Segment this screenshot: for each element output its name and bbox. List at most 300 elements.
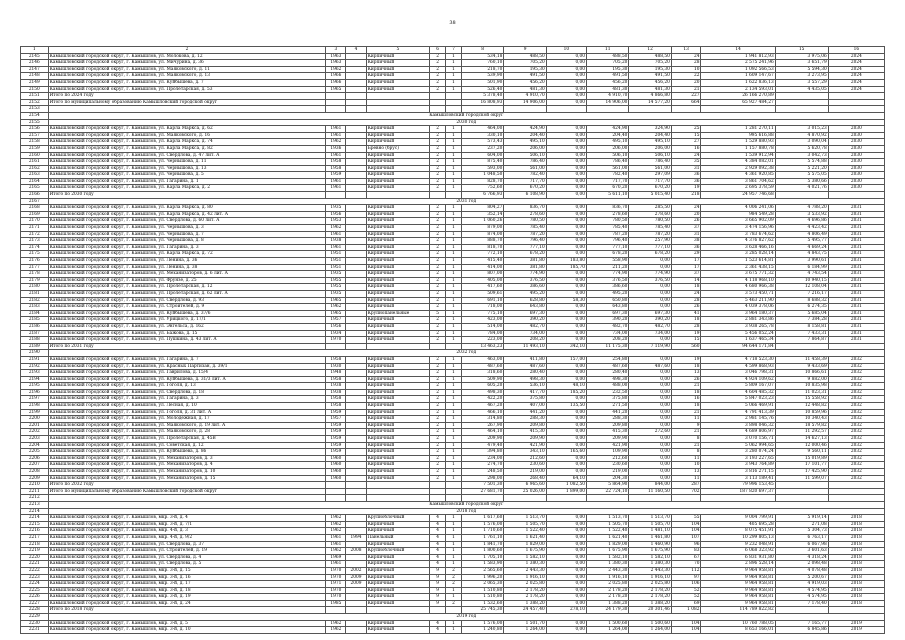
table-cell: 3 783 674,62: [701, 231, 775, 238]
table-row: [21, 323, 885, 330]
table-cell: 718,00: [461, 304, 503, 311]
table-cell: 1: [446, 290, 462, 297]
table-cell: 2031: [828, 310, 884, 317]
table-cell: [346, 86, 366, 93]
table-cell: 780,50: [587, 218, 629, 225]
table-cell: 1 513,70: [504, 515, 546, 522]
table-cell: 2032: [828, 370, 884, 377]
table-cell: 0,00: [546, 396, 586, 403]
table-cell: Кирпичный: [366, 126, 430, 133]
table-cell: 2: [430, 290, 446, 297]
table-cell: 1 461,80: [629, 534, 671, 541]
address-cell: Итого по муниципальному образованию Камышловский городской округ: [48, 488, 326, 495]
table-cell: 0,00: [546, 521, 586, 528]
table-row: [21, 389, 885, 396]
table-cell: 376,50: [587, 277, 629, 284]
table-cell: Кирпичный: [366, 521, 430, 528]
table-cell: 24: [671, 290, 701, 297]
row-number: 2147: [21, 66, 49, 73]
table-cell: 1 621,40: [587, 534, 629, 541]
table-cell: [326, 106, 346, 113]
table-cell: 2 178,20: [629, 594, 671, 601]
table-cell: 534,18: [461, 53, 503, 60]
table-cell: [326, 488, 346, 495]
table-cell: [326, 495, 346, 502]
section-label: 2018 год: [48, 508, 884, 515]
table-cell: 7 384,28: [775, 317, 828, 324]
table-cell: 6 067,98: [775, 541, 828, 548]
table-cell: 717,70: [587, 178, 629, 185]
table-cell: 278,10: [546, 607, 586, 614]
table-cell: Кирпичный: [366, 86, 430, 93]
table-cell: 1 761,10: [461, 534, 503, 541]
table-cell: 4 696,86: [775, 218, 828, 225]
table-cell: 14 906,00: [587, 99, 629, 106]
table-cell: 414,00: [461, 264, 503, 271]
table-cell: 206,00: [504, 145, 546, 152]
row-number: 2225: [21, 587, 49, 594]
table-cell: [346, 231, 366, 238]
table-cell: Кирпичный: [366, 383, 430, 390]
table-cell: 0,00: [546, 409, 586, 416]
table-cell: 1 513,70: [587, 515, 629, 522]
table-cell: Кирпичный: [366, 363, 430, 370]
table-cell: 501,90: [461, 79, 503, 86]
address-cell: Итого по муниципальному образованию Камышловский городской округ: [48, 99, 326, 106]
table-cell: 8 688,32: [775, 297, 828, 304]
table-cell: [346, 165, 366, 172]
table-cell: 18: [671, 363, 701, 370]
table-cell: 1: [446, 139, 462, 146]
table-cell: 1953: [326, 218, 346, 225]
table-cell: 2: [430, 211, 446, 218]
table-cell: 1 380,30: [504, 561, 546, 568]
table-cell: 1: [446, 86, 462, 93]
table-cell: Кирпичный: [366, 66, 430, 73]
address-cell: Итого по 2018 году: [48, 607, 326, 614]
table-cell: 1951: [326, 258, 346, 265]
table-cell: 64,10: [546, 475, 586, 482]
address-cell: Камышловский городской округ, г. Камышлов, ул. Мичурина, д. 36: [48, 60, 326, 67]
table-cell: 1 505,70: [587, 521, 629, 528]
table-row: [21, 159, 885, 166]
table-cell: 17 101,77: [775, 462, 828, 469]
table-cell: 390,20: [629, 317, 671, 324]
header-cell: 9: [504, 47, 546, 54]
table-cell: 2009: [346, 581, 366, 588]
table-cell: 0,00: [629, 436, 671, 443]
table-cell: 466,10: [461, 409, 503, 416]
table-cell: 405 695,28: [701, 521, 775, 528]
table-cell: Кирпичный: [366, 159, 430, 166]
table-cell: 1936: [326, 145, 346, 152]
table-cell: 17: [671, 264, 701, 271]
table-cell: 1: [446, 60, 462, 67]
table-cell: 0,00: [546, 277, 586, 284]
row-number: 2191: [21, 356, 49, 363]
table-cell: Кирпичный: [366, 264, 430, 271]
table-cell: 734,00: [629, 330, 671, 337]
table-cell: 888,70: [461, 238, 503, 245]
table-cell: 204,40: [629, 132, 671, 139]
table-cell: 2031: [828, 244, 884, 251]
table-cell: 2: [430, 330, 446, 337]
table-cell: 774,90: [504, 271, 546, 278]
register-table: [20, 46, 885, 634]
address-cell: Камышловский городской округ, г. Камышлов, ул. Гаврилова, д. 15/4: [48, 370, 326, 377]
table-cell: 21: [671, 429, 701, 436]
table-cell: 223,00: [461, 337, 503, 344]
table-cell: 1: [446, 554, 462, 561]
table-cell: 2: [430, 442, 446, 449]
table-cell: [346, 356, 366, 363]
table-cell: 2019: [828, 627, 884, 634]
table-cell: 1 622 836,13: [701, 79, 775, 86]
address-cell: Камышловский городской округ, г. Камышлов, ул. Красных Партизан, д. 39/1: [48, 363, 326, 370]
table-cell: 5: [430, 310, 446, 317]
table-cell: [346, 317, 366, 324]
table-cell: 2: [430, 178, 446, 185]
table-cell: 1: [446, 205, 462, 212]
table-cell: 2: [430, 277, 446, 284]
table-cell: 1 841,70: [461, 541, 503, 548]
table-cell: 4: [430, 534, 446, 541]
table-cell: 1961: [326, 534, 346, 541]
table-cell: 2: [430, 244, 446, 251]
table-cell: 27 681,70: [461, 488, 503, 495]
table-cell: 1961: [326, 541, 346, 548]
table-cell: 1959: [326, 422, 346, 429]
table-cell: 1958: [326, 159, 346, 166]
table-cell: [346, 192, 366, 199]
table-cell: 386,60: [504, 284, 546, 291]
table-cell: 18 579,82: [775, 422, 828, 429]
table-cell: 5 575,05: [775, 172, 828, 179]
table-cell: 4 078,48: [775, 567, 828, 574]
address-cell: Камышловский городской округ, г. Камышлов, мкр. 3-й, д. 16: [48, 574, 326, 581]
row-number: 2211: [21, 488, 49, 495]
table-cell: 424,90: [587, 126, 629, 133]
table-cell: 2: [430, 284, 446, 291]
table-row: [21, 627, 885, 634]
section-row: [21, 350, 885, 357]
table-cell: 0,00: [546, 185, 586, 192]
table-cell: 104: [671, 521, 701, 528]
table-cell: 785,40: [629, 225, 671, 232]
table-cell: 5 066 469,91: [701, 403, 775, 410]
row-number: 2184: [21, 310, 49, 317]
table-cell: 1: [446, 370, 462, 377]
table-cell: 804,27: [461, 205, 503, 212]
table-cell: 1: [446, 528, 462, 535]
address-cell: [48, 106, 326, 113]
table-cell: [828, 607, 884, 614]
table-cell: [346, 106, 366, 113]
table-cell: 18: [671, 317, 701, 324]
table-cell: 5 611,10: [587, 192, 629, 199]
table-cell: [346, 600, 366, 607]
table-cell: 424,90: [504, 126, 546, 133]
table-cell: 417,70: [504, 389, 546, 396]
table-cell: 650,80: [587, 297, 629, 304]
row-number: 2168: [21, 205, 49, 212]
table-cell: 1: [446, 231, 462, 238]
table-cell: 1961: [326, 126, 346, 133]
table-cell: 1: [446, 264, 462, 271]
address-cell: Камышловский городской округ, г. Камышлов, ул. Свердлова, д. 4: [48, 554, 326, 561]
table-cell: 491,50: [587, 73, 629, 80]
table-cell: 187 820 697,37: [701, 488, 775, 495]
table-cell: [346, 297, 366, 304]
address-cell: Камышловский городской округ, г. Камышлов, ул. Строителей, д. 19: [48, 548, 326, 555]
table-cell: 2031: [828, 225, 884, 232]
table-cell: 109,90: [587, 449, 629, 456]
table-cell: 11 292,57: [775, 429, 828, 436]
row-number: 2165: [21, 185, 49, 192]
table-cell: 2: [430, 376, 446, 383]
table-cell: 678,20: [504, 251, 546, 258]
table-cell: 0,00: [546, 534, 586, 541]
table-cell: 4 574,95: [775, 594, 828, 601]
table-cell: 0,00: [629, 409, 671, 416]
table-cell: 828,70: [461, 178, 503, 185]
table-cell: 1: [446, 330, 462, 337]
table-row: [21, 211, 885, 218]
table-cell: [430, 488, 446, 495]
table-cell: 1 388,20: [587, 600, 629, 607]
table-cell: [461, 495, 503, 502]
table-row: [21, 297, 885, 304]
table-cell: [366, 192, 430, 199]
address-cell: Камышловский городской округ, г. Камышлов, ул. Механизаторов, д. 6 лит. А: [48, 271, 326, 278]
row-number: 2199: [21, 409, 49, 416]
table-cell: 18: [671, 389, 701, 396]
table-cell: 1: [446, 436, 462, 443]
table-cell: 26: [671, 376, 701, 383]
table-row: [21, 548, 885, 555]
table-row: [21, 587, 885, 594]
table-cell: 405,00: [461, 277, 503, 284]
table-cell: 11: [671, 455, 701, 462]
table-cell: 104: [671, 620, 701, 627]
table-cell: 705,20: [629, 60, 671, 67]
table-cell: 0,00: [546, 317, 586, 324]
table-cell: 1: [446, 152, 462, 159]
table-cell: 232,50: [587, 389, 629, 396]
row-number: 2219: [21, 548, 49, 555]
table-cell: 376,50: [504, 277, 546, 284]
row-number: 2202: [21, 429, 49, 436]
table-cell: [775, 488, 828, 495]
table-cell: 0,00: [546, 159, 586, 166]
table-cell: 1: [446, 145, 462, 152]
table-cell: 25 026,00: [504, 488, 546, 495]
table-cell: 4 599 868,93: [701, 363, 775, 370]
table-cell: 9: [430, 600, 446, 607]
table-cell: 482,70: [629, 323, 671, 330]
table-cell: 16 808,93: [461, 99, 503, 106]
table-cell: 984 549,28: [701, 211, 775, 218]
table-cell: 24: [671, 205, 701, 212]
table-cell: [775, 495, 828, 502]
table-row: [21, 409, 885, 416]
table-cell: 0,00: [546, 627, 586, 634]
table-cell: 2 025,80: [504, 581, 546, 588]
table-cell: 481,30: [587, 86, 629, 93]
table-cell: 487,60: [504, 363, 546, 370]
table-cell: 1970: [326, 567, 346, 574]
table-cell: 2: [446, 600, 462, 607]
table-row: [21, 462, 885, 469]
table-cell: [346, 284, 366, 291]
table-cell: 456,20: [629, 79, 671, 86]
table-cell: 19: [671, 356, 701, 363]
address-cell: Камышловский городской округ, г. Камышлов, ул. Куйбышева, д. 86: [48, 449, 326, 456]
table-cell: [346, 488, 366, 495]
table-cell: [587, 106, 629, 113]
table-cell: 324,90: [629, 126, 671, 133]
table-cell: 15: [671, 337, 701, 344]
table-cell: 4 435,05: [775, 86, 828, 93]
table-cell: 70: [671, 561, 701, 568]
table-cell: 1961: [326, 132, 346, 139]
table-cell: 2: [446, 581, 462, 588]
row-number: 2192: [21, 363, 49, 370]
table-cell: [346, 449, 366, 456]
table-cell: 1959: [326, 409, 346, 416]
table-cell: 0,00: [546, 436, 586, 443]
table-cell: [346, 264, 366, 271]
row-number: 2154: [21, 112, 49, 119]
table-cell: Кирпичный: [366, 152, 430, 159]
row-number: 2166: [21, 192, 49, 199]
table-cell: 1 505,70: [629, 521, 671, 528]
address-cell: Итого по 2032 году: [48, 482, 326, 489]
table-cell: 67: [671, 554, 701, 561]
table-cell: 0,00: [629, 356, 671, 363]
table-cell: 375,80: [587, 396, 629, 403]
table-cell: 1 637 465,34: [701, 337, 775, 344]
table-cell: 495,10: [587, 139, 629, 146]
address-cell: Камышловский городской округ, г. Камышлов, ул. Энгельса, д. 162: [48, 323, 326, 330]
table-cell: 0,00: [546, 152, 586, 159]
row-number: 2183: [21, 304, 49, 311]
row-number: 2203: [21, 436, 49, 443]
table-cell: 2: [430, 264, 446, 271]
table-cell: 2032: [828, 469, 884, 476]
table-cell: 782,40: [587, 172, 629, 179]
table-cell: 1: [446, 310, 462, 317]
address-cell: Камышловский городской округ, г. Камышлов, ул. Гагарина, д. 3: [48, 396, 326, 403]
table-cell: 36: [671, 178, 701, 185]
table-cell: 1 539 912,94: [701, 152, 775, 159]
table-row: [21, 376, 885, 383]
table-row: [21, 139, 885, 146]
table-cell: 422,20: [461, 396, 503, 403]
table-cell: Кирпичный: [366, 389, 430, 396]
table-cell: 3 665 902,09: [701, 218, 775, 225]
table-cell: 0,00: [546, 567, 586, 574]
address-cell: Камышловский городской округ, г. Камышлов, ул. Механизаторов, д. 4: [48, 462, 326, 469]
table-cell: 2031: [828, 323, 884, 330]
table-cell: 1935: [326, 205, 346, 212]
table-cell: 6 845,86: [775, 627, 828, 634]
address-cell: Камышловский городской округ, г. Камышлов, ул. Чернышова, д. 7: [48, 231, 326, 238]
table-cell: 780,50: [504, 218, 546, 225]
header-cell: 11: [587, 47, 629, 54]
table-cell: 1 800,60: [461, 548, 503, 555]
table-cell: Кирпичный: [366, 238, 430, 245]
table-cell: 787,20: [629, 231, 671, 238]
table-cell: 204,30: [587, 475, 629, 482]
row-number: 2210: [21, 482, 49, 489]
table-row: [21, 165, 885, 172]
table-cell: 3 938 265,78: [701, 323, 775, 330]
table-cell: Кирпичный: [366, 396, 430, 403]
table-cell: 2: [430, 60, 446, 67]
table-cell: 2018: [828, 548, 884, 555]
table-cell: Кирпичный: [366, 475, 430, 482]
table-cell: [346, 152, 366, 159]
table-cell: Кирпичный: [366, 79, 430, 86]
table-cell: 1 240,80: [461, 627, 503, 634]
table-cell: 1935: [326, 290, 346, 297]
table-cell: 818,70: [461, 244, 503, 251]
table-cell: Кирпичный: [366, 297, 430, 304]
table-cell: 0,00: [546, 79, 586, 86]
address-cell: Камышловский городской округ, г. Камышлов, ул. Чернышова, д. 11: [48, 159, 326, 166]
table-cell: 8 075 451,91: [701, 528, 775, 535]
table-cell: 1970: [326, 574, 346, 581]
table-cell: 2: [430, 132, 446, 139]
table-cell: 2018: [828, 600, 884, 607]
table-cell: 2 981 145,76: [701, 416, 775, 423]
table-cell: 104: [671, 528, 701, 535]
row-number: 2189: [21, 343, 49, 350]
table-cell: 287: [671, 482, 701, 489]
table-cell: 0,00: [546, 86, 586, 93]
table-cell: 1958: [326, 165, 346, 172]
row-number: 2156: [21, 126, 49, 133]
address-cell: Камышловский городской округ, г. Камышлов, ул. Молодёжная, д. 17: [48, 416, 326, 423]
address-cell: Камышловский городской округ, г. Камышлов, ул. Пушкина, д. 43 лит. А: [48, 337, 326, 344]
table-cell: [346, 132, 366, 139]
table-cell: 1938: [326, 238, 346, 245]
table-cell: 206,00: [629, 145, 671, 152]
address-cell: Камышловский городской округ, г. Камышлов, ул. Механизаторов, д. 3: [48, 455, 326, 462]
table-cell: 1 264,00: [504, 627, 546, 634]
table-cell: [346, 403, 366, 410]
table-cell: 1957: [326, 416, 346, 423]
table-cell: 1 523 614,81: [701, 258, 775, 265]
table-cell: 342,10: [546, 343, 586, 350]
table-cell: 593,00: [461, 165, 503, 172]
table-cell: 2024: [828, 86, 884, 93]
table-cell: [346, 185, 366, 192]
table-cell: 2: [430, 205, 446, 212]
table-row: [21, 60, 885, 67]
table-cell: 1958: [326, 396, 346, 403]
address-cell: Камышловский городской округ, г. Камышлов, ул. Свердлова, д. 18: [48, 389, 326, 396]
table-cell: Кирпичный: [366, 330, 430, 337]
table-cell: 5 200,67: [775, 574, 828, 581]
table-cell: 13 463,23: [461, 343, 503, 350]
table-cell: 2: [446, 567, 462, 574]
table-cell: 775,10: [461, 310, 503, 317]
section-label: 2019 год: [48, 614, 884, 621]
table-cell: 10 940,15: [775, 277, 828, 284]
header-cell: 10: [546, 47, 586, 54]
